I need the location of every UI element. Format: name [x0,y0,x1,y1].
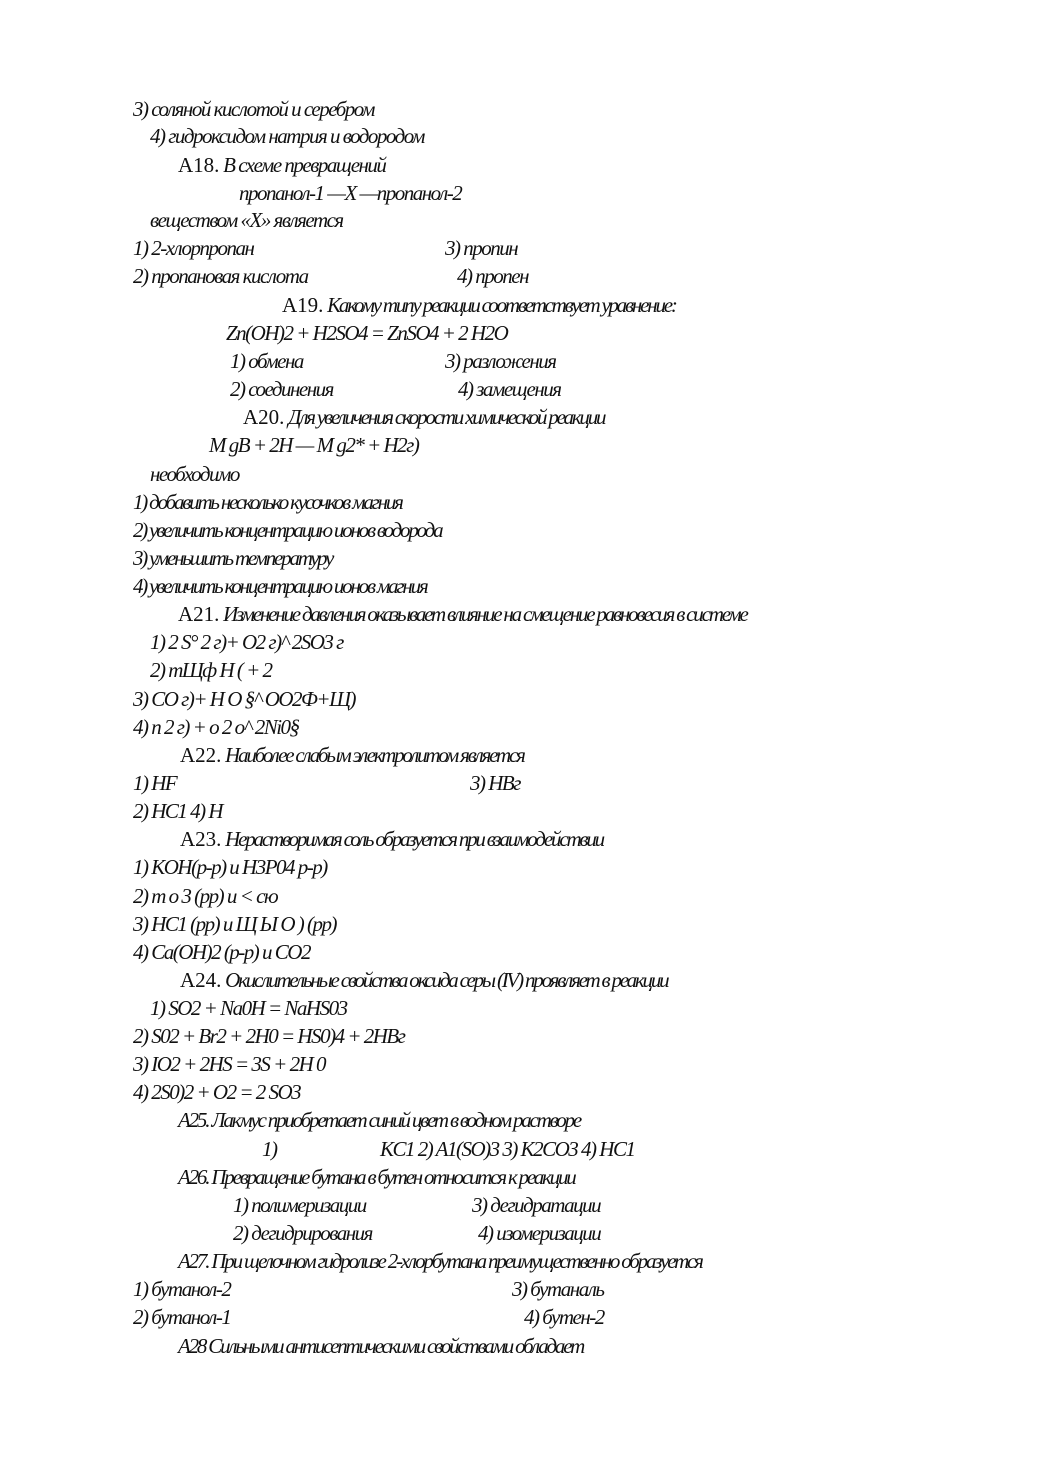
a26-option-2: 2) дегидрирования [233,1221,372,1245]
a23-option-1: 1) KOH(р-р) и H3P04 р-р) [133,855,327,879]
a24-text: Окислительные свойства оксида серы (IV) проявляет в реакции [225,968,668,992]
a22-number: А22. [180,743,222,767]
a25-option-1: 1) [262,1137,277,1161]
a27-question: А27. При щелочном гидролизе 2-хлорбутана преимущественно образуется [178,1249,702,1273]
a27-option-4: 4) бутен-2 [524,1305,604,1329]
a22-option-3: 3) HBг [470,771,520,795]
a20-subject: необходимо [150,462,239,486]
a24-question [180,968,667,992]
a21-option-1: 1) 2 S° 2 г)+ O2 г)^ 2SO3 г [150,630,343,654]
a20-option-2: 2) увеличить концентрацию ионов водорода [133,518,442,542]
a22-option-1: 1) HF [133,771,177,795]
a19-option-1: 1) обмена [230,349,303,373]
a21-option-3: 3) CO г)+ H O §^ OO2Ф+Щ) [133,687,355,711]
a26-question: А26. Превращение бутана в бутен относится к реакции [178,1165,575,1189]
a25-question: А25. Лакмус приобретает синий цвет в водном растворе [178,1108,581,1132]
a18-option-3: 3) пропин [445,236,518,260]
a20-option-1: 1) добавить несколько кусочков магния [133,490,402,514]
a19-option-3: 3) разложения [445,349,556,373]
a23-question [180,827,603,851]
a21-question [178,602,747,626]
a24-option-4: 4) 2S0)2 + O2 = 2 SO3 [133,1080,301,1104]
a19-option-4: 4) замещения [458,377,561,401]
a28-question: А28 Сильными антисептическими свойствами обладает [178,1334,584,1358]
a24-option-2: 2) S02 + Br2 + 2H0 = HS0)4 + 2HBг [133,1024,405,1048]
a17-option-3: 3) соляной кислотой и серебром [133,97,374,121]
a18-scheme: пропанол-1 —X —пропанол-2 [239,181,462,205]
a18-question [178,153,385,177]
a26-option-1: 1) полимеризации [233,1193,366,1217]
a18-text: В схеме превращений [223,153,386,177]
a20-text: Для увеличения скорости химической реакции [288,405,605,429]
a23-number: А23. [180,827,222,851]
a19-number: А19. [282,293,324,317]
a26-option-4: 4) изомеризации [478,1221,601,1245]
a24-option-3: 3) IO2 + 2HS = 3S + 2H 0 [133,1052,325,1076]
a22-option-2-4: 2) HC1 4) H [133,799,223,823]
a20-number: А20. [243,405,285,429]
a18-subject: веществом «X» является [150,208,343,232]
a19-question [282,293,676,317]
a22-text: Наиболее слабым электролитом является [225,743,524,767]
a20-option-4: 4) увеличить концентрацию ионов магния [133,574,427,598]
a27-option-2: 2) бутанол-1 [133,1305,231,1329]
a18-option-2: 2) пропановая кислота [133,264,308,288]
a19-text: Какому типу реакции соответствует уравнение: [327,293,676,317]
a24-option-1: 1) SO2 + Na0H = NaHS03 [150,996,347,1020]
a21-text: Изменение давления оказывает влияние на смещение равновесия в системе [223,602,747,626]
a27-option-3: 3) бутаналь [512,1277,604,1301]
a27-option-1: 1) бутанол-2 [133,1277,231,1301]
a23-option-3: 3) HC1 (рр) и Щ Ы О ) (рр) [133,912,337,936]
a26-option-3: 3) дегидратации [472,1193,601,1217]
a17-option-4: 4) гидроксидом натрия и водородом [150,124,424,148]
a21-number: А21. [178,602,220,626]
a20-question [243,405,604,429]
a18-number: А18. [178,153,220,177]
a19-equation: Zn(OH)2 + H2SO4 = ZnSO4 + 2 H2O [226,321,508,345]
a18-option-1: 1) 2-хлорпропан [133,236,254,260]
a20-equation: M gB + 2H — M g2* + H2г) [209,433,419,457]
a23-option-2: 2) т о 3 (рр) и < сю [133,884,278,908]
a23-text: Нерастворимая соль образуется при взаимодействии [225,827,603,851]
a23-option-4: 4) Ca(OH)2 (р-р) и CO2 [133,940,310,964]
a21-option-2: 2) mЩф H ( + 2 [150,658,272,682]
a20-option-3: 3) уменьшить температуру [133,546,333,570]
a18-option-4: 4) пропен [457,264,528,288]
a22-question [180,743,524,767]
a25-options-2-4: KC1 2) A1(SO)3 3) K2CO3 4) HC1 [380,1137,635,1161]
a19-option-2: 2) соединения [230,377,333,401]
a24-number: А24. [180,968,222,992]
a21-option-4: 4) n 2 г) + o 2 o^ 2Ni0§ [133,715,299,739]
